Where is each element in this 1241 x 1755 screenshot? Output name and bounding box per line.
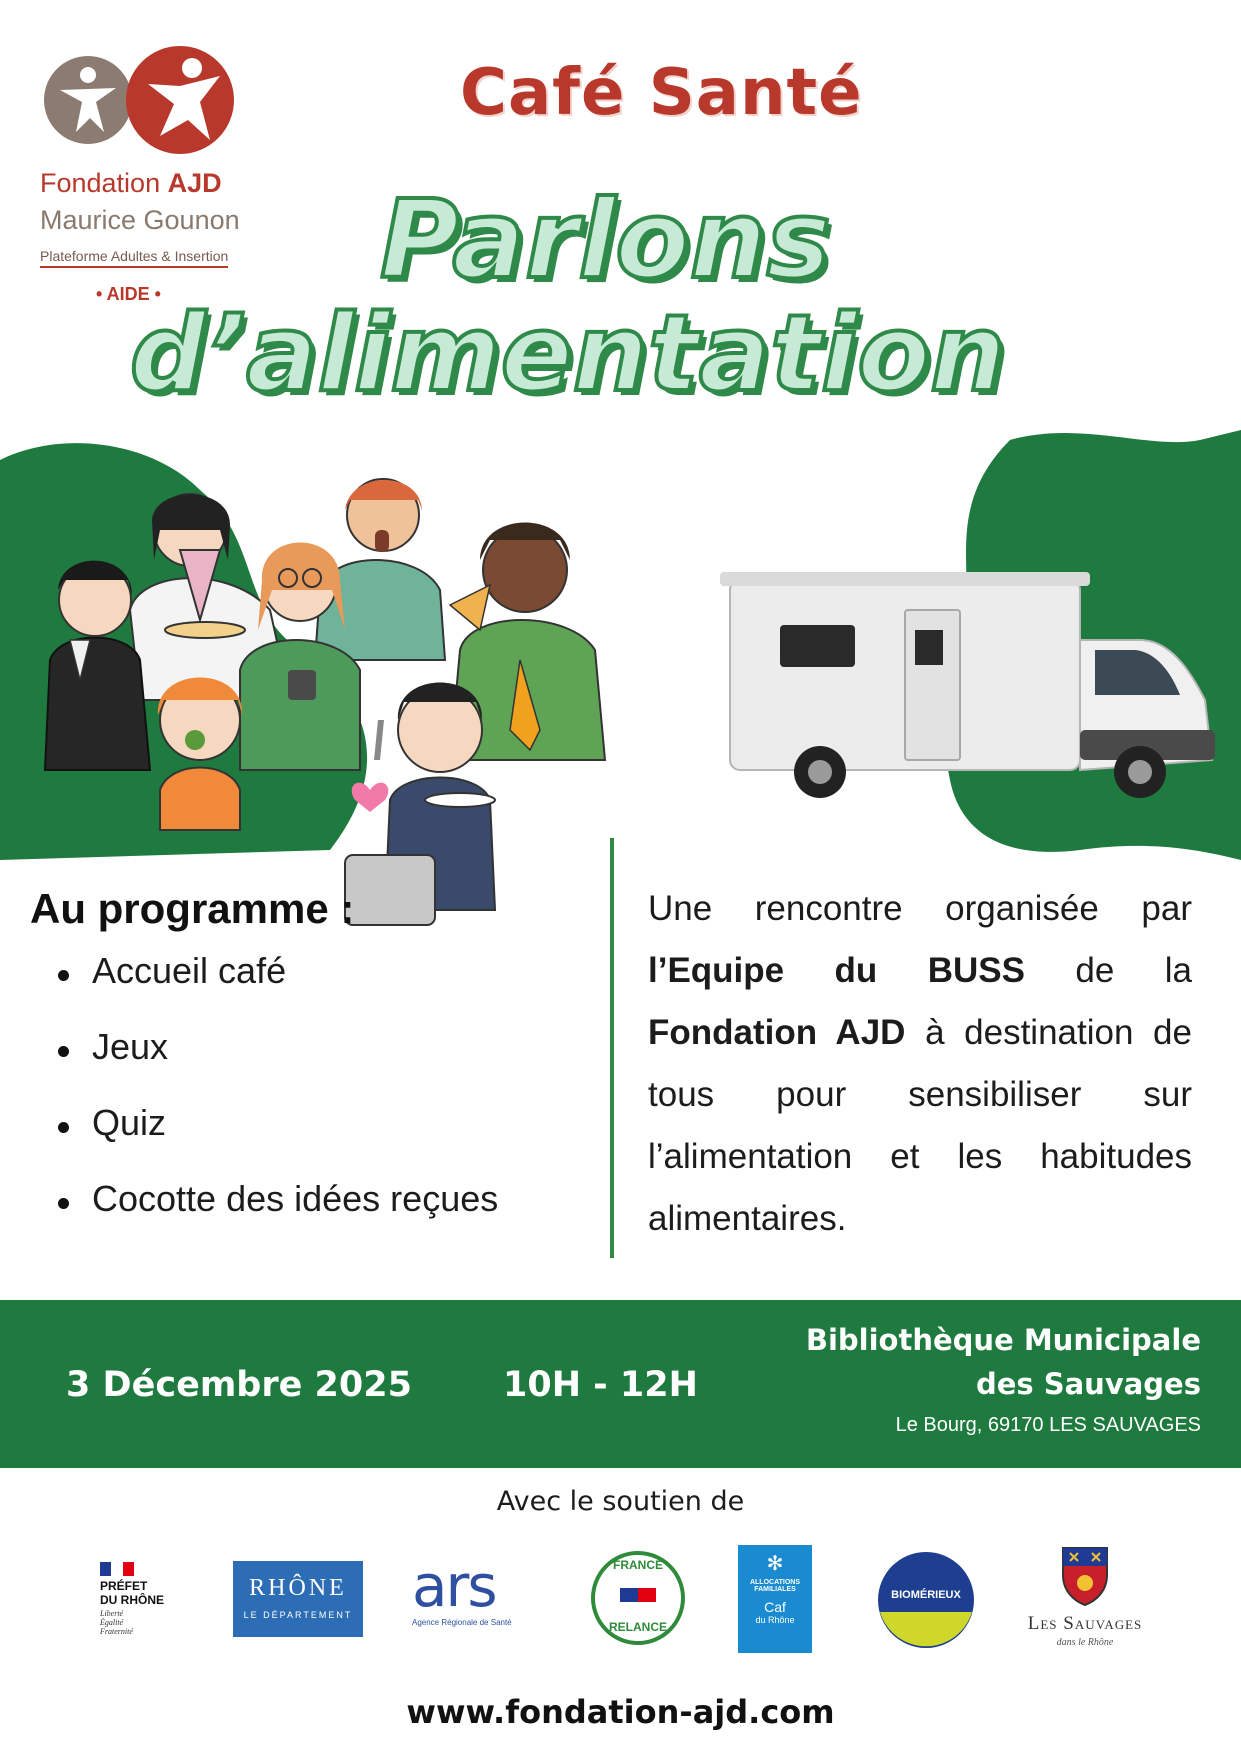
program-list [50,950,498,1254]
list-item: Jeux [50,1026,498,1102]
foundation-name: Fondation AJD [40,168,222,198]
program-heading: Au programme : [30,885,355,932]
prefet-du-rhone-logo: PRÉFET DU RHÔNE Liberté Égalité Fraternité [100,1562,210,1642]
person-eating-broccoli [158,678,242,831]
biomerieux-logo: BIOMÉRIEUX [876,1550,976,1650]
support-label: Avec le soutien de [496,1486,745,1517]
list-item: Quiz [50,1102,498,1178]
heart-icon [352,783,389,812]
foundation-subtitle: Maurice Gounon [40,205,240,235]
event-label: Café Santé [460,56,863,130]
event-place-line-1: Bibliothèque Municipale [805,1323,1201,1357]
foundation-platform: Plateforme Adultes & Insertion [40,248,228,268]
rhone-departement-logo: RHÔNE LE DÉPARTEMENT [233,1561,363,1637]
title-line-1: Parlons [380,178,831,303]
coat-of-arms-icon [1060,1545,1110,1607]
event-address: Le Bourg, 69170 LES SAUVAGES [895,1414,1201,1436]
french-flag-icon [100,1562,134,1576]
event-place-line-2: des Sauvages [975,1367,1201,1401]
event-time: 10H - 12H [503,1365,698,1405]
les-sauvages-logo: Les Sauvages dans le Rhône [1020,1545,1150,1655]
foundation-unit: • AIDE • [96,284,161,304]
caf-du-rhone-logo: ✻ ALLOCATIONS FAMILIALES Caf du Rhône [738,1545,812,1653]
person-tasting-wine [45,561,150,770]
column-divider [610,838,614,1258]
buss-camper-van-photo [700,560,1220,810]
title-line-2: d’alimentation [130,292,1006,415]
ars-logo: ars Agence Régionale de Santé [412,1552,512,1627]
list-item: Accueil café [50,950,498,1026]
caf-people-icon: ✻ [766,1551,784,1575]
website-link[interactable]: www.fondation-ajd.com [406,1693,835,1731]
france-relance-logo: FRANCE RELANCE [590,1550,686,1646]
event-date: 3 Décembre 2025 [66,1365,412,1405]
list-item: Cocotte des idées reçues [50,1178,498,1254]
people-eating-illustration [40,470,680,1030]
event-description: Une rencontre organisée par l’Equipe du BUSS de la Fondation AJD à destination de tous pour sensibiliser sur l’alimentation et les habitudes alimentaires. [648,889,1192,1238]
